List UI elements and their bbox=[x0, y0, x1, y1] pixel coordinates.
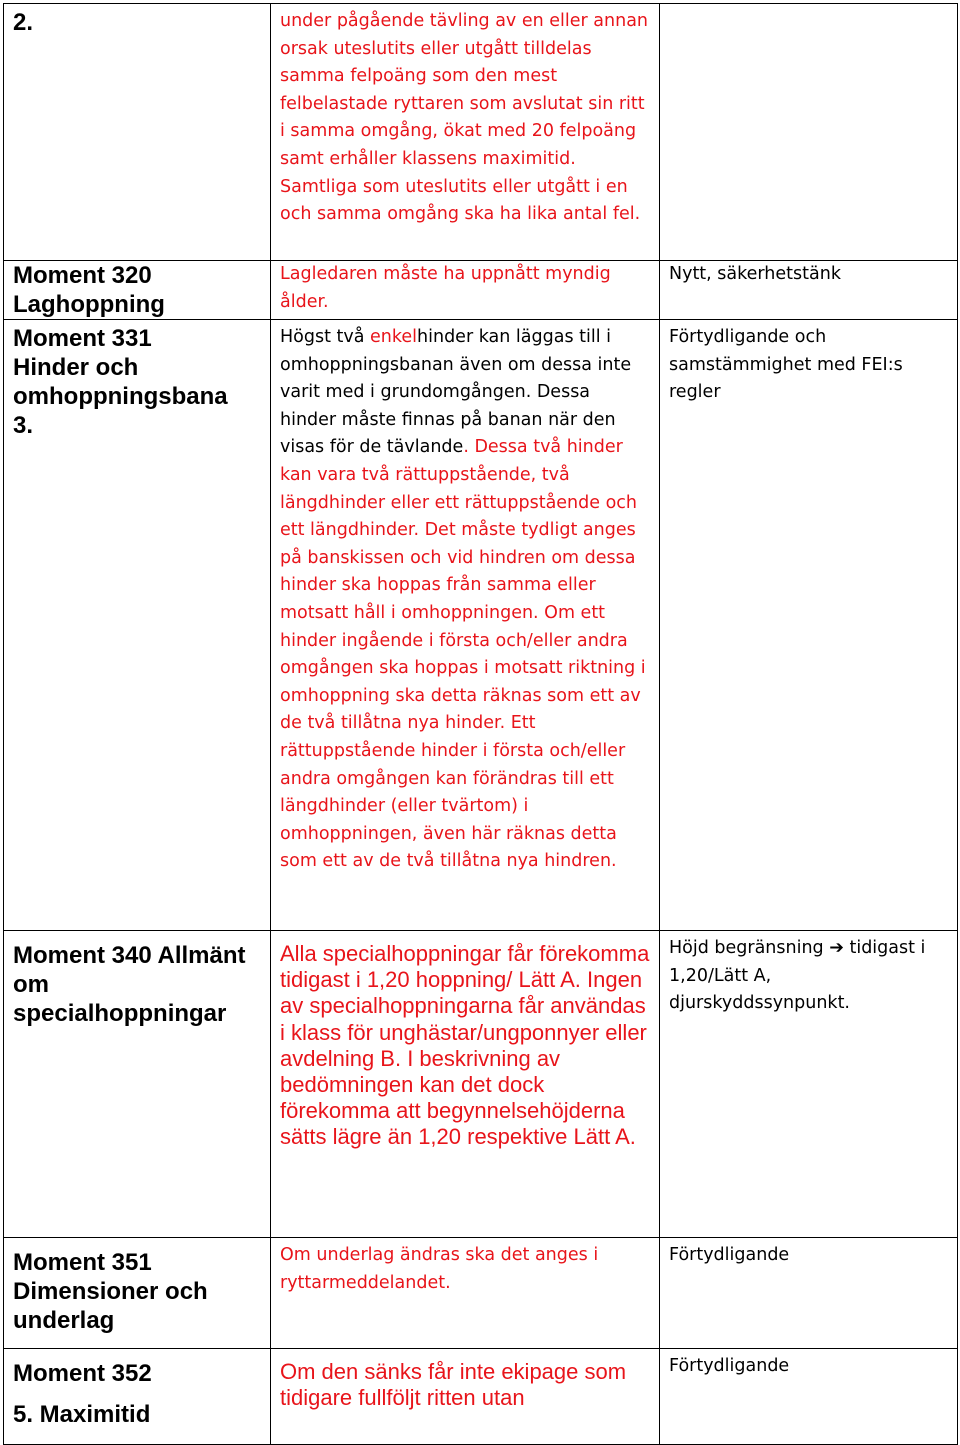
comment-text: Förtydligande och samstämmighet med FEI:s regler bbox=[669, 327, 903, 403]
comment-cell bbox=[660, 1238, 958, 1349]
section-cell bbox=[4, 931, 271, 1238]
rule-text-cell bbox=[271, 4, 660, 261]
rule-text: Alla specialhoppningar får förekomma tidigast i 1,20 hoppning/ Lätt A. Ingen av specialhoppningarna får användas i klass för unghästar/ungponnyer eller avdelning B. I beskrivning av bedömningen kan det dock förekomma att begynnelsehöjderna sätts lägre än 1,20 respektive Lätt A. bbox=[280, 941, 650, 1150]
comment-text: Höjd begränsning ➔ tidigast i 1,20/Lätt A, djurskyddssynpunkt. bbox=[669, 938, 926, 1014]
section-cell bbox=[4, 320, 271, 931]
comment-text: Nytt, säkerhetstänk bbox=[669, 264, 841, 284]
comment-cell bbox=[660, 261, 958, 320]
table-row bbox=[4, 261, 958, 320]
table-row bbox=[4, 1349, 958, 1445]
section-cell bbox=[4, 261, 271, 320]
comment-text: Förtydligande bbox=[669, 1356, 790, 1376]
section-cell bbox=[4, 4, 271, 261]
table-row bbox=[4, 931, 958, 1238]
rule-text-cell bbox=[271, 931, 660, 1238]
rules-change-table bbox=[3, 3, 958, 1445]
comment-cell bbox=[660, 4, 958, 261]
rule-text: Om underlag ändras ska det anges i ryttarmeddelandet. bbox=[280, 1245, 599, 1293]
comment-text: Förtydligande bbox=[669, 1245, 790, 1265]
section-heading: Moment 352 5. Maximitid bbox=[13, 1360, 152, 1428]
comment-cell bbox=[660, 1349, 958, 1445]
section-heading: Moment 340 Allmänt om specialhoppningar bbox=[13, 942, 246, 1027]
section-cell bbox=[4, 1349, 271, 1445]
table-row bbox=[4, 4, 958, 261]
rule-text: Lagledaren måste ha uppnått myndig ålder. bbox=[280, 264, 611, 312]
arrow-right-icon: ➔ bbox=[829, 938, 844, 958]
rule-text: under pågående tävling av en eller annan orsak uteslutits eller utgått tilldelas samma felpoäng som den mest felbelastade ryttaren som avslutat sin ritt i samma omgång, ökat med 20 felpoäng samt erhåller klassens maximitid. Samtliga som uteslutits eller utgått i en och samma omgång ska ha lika antal fel. bbox=[280, 11, 649, 225]
table-row bbox=[4, 1238, 958, 1349]
rule-text: Om den sänks får inte ekipage som tidigare fullföljt ritten utan bbox=[280, 1359, 627, 1411]
rule-text-cell bbox=[271, 261, 660, 320]
rule-text: Högst två enkelhinder kan läggas till i omhoppningsbanan även om dessa inte varit med i grundomgången. Dessa hinder måste finnas på banan när den visas för de tävlande. Dessa två hinder kan vara två rättuppstående, två längdhinder eller ett rättuppstående och ett längdhinder. Det måste tydligt anges på banskissen och vid hindren om dessa hinder ska hoppas från samma eller motsatt håll i omhoppningen. Om ett hinder ingående i första och/eller andra omgången ska hoppas i motsatt riktning i omhoppning ska detta räknas som ett av de två tillåtna nya hinder. Ett rättuppstående hinder i första och/eller andra omgången kan förändras till ett längdhinder (eller tvärtom) i omhoppningen, även här räknas detta som ett av de två tillåtna nya hindren. bbox=[280, 327, 646, 872]
comment-cell bbox=[660, 320, 958, 931]
section-heading: Moment 331 Hinder och omhoppningsbana 3. bbox=[13, 325, 228, 439]
table-row bbox=[4, 320, 958, 931]
rule-text-cell bbox=[271, 1349, 660, 1445]
section-cell bbox=[4, 1238, 271, 1349]
section-heading: Moment 351 Dimensioner och underlag bbox=[13, 1249, 208, 1334]
comment-cell bbox=[660, 931, 958, 1238]
rule-text-cell bbox=[271, 320, 660, 931]
section-heading: Moment 320 Laghoppning bbox=[13, 262, 165, 318]
section-heading: 2. bbox=[13, 9, 34, 36]
rule-text-cell bbox=[271, 1238, 660, 1349]
